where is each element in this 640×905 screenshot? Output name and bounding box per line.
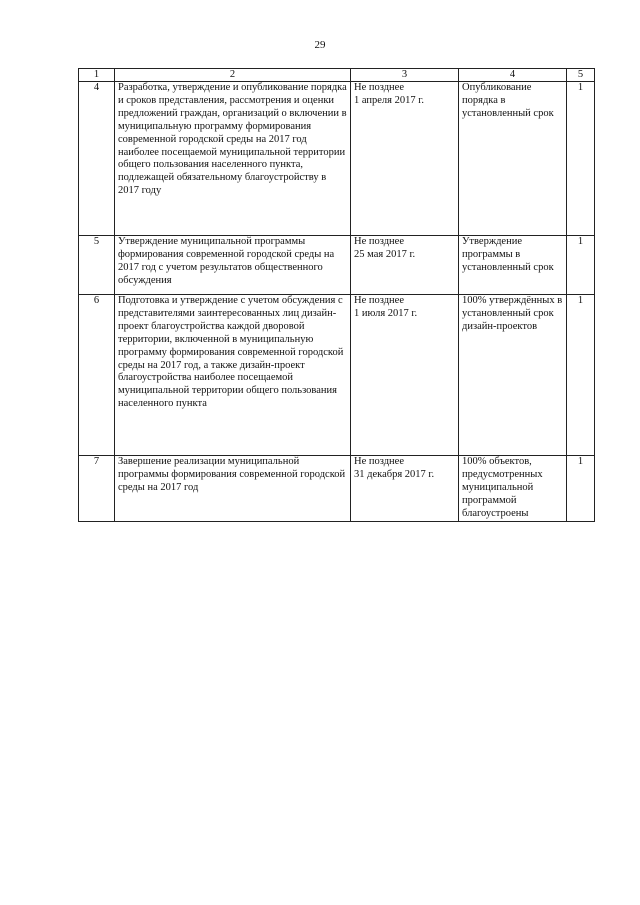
table-header-row bbox=[79, 69, 595, 82]
points-cell: 1 bbox=[567, 236, 595, 295]
table-row bbox=[79, 82, 595, 236]
row-number-cell: 4 bbox=[79, 82, 115, 236]
row-number-cell: 7 bbox=[79, 456, 115, 522]
deadline-cell: Не позднее 1 июля 2017 г. bbox=[351, 295, 459, 456]
indicator-cell: Опубликование порядка в установленный срок bbox=[459, 82, 567, 236]
row-number-cell: 5 bbox=[79, 236, 115, 295]
table-row bbox=[79, 236, 595, 295]
column-header-3: 3 bbox=[351, 69, 459, 82]
deadline-cell: Не позднее 1 апреля 2017 г. bbox=[351, 82, 459, 236]
deadline-cell: Не позднее 31 декабря 2017 г. bbox=[351, 456, 459, 522]
column-header-4: 4 bbox=[459, 69, 567, 82]
table-row bbox=[79, 456, 595, 522]
points-cell: 1 bbox=[567, 295, 595, 456]
column-header-1: 1 bbox=[79, 69, 115, 82]
indicator-cell: 100% объектов, предусмотренных муниципальной программой благоустроены bbox=[459, 456, 567, 522]
row-number-cell: 6 bbox=[79, 295, 115, 456]
measures-table bbox=[78, 68, 595, 522]
column-header-5: 5 bbox=[567, 69, 595, 82]
column-header-2: 2 bbox=[115, 69, 351, 82]
task-cell: Подготовка и утверждение с учетом обсуждения с представителями заинтересованных лиц дизайн-проект благоустройства каждой дворовой территории, включенной в муниципальную программу формирования современной городской среды на 2017 год, а также дизайн-проект благоустройства наиболее посещаемой муниципальной территории общего пользования населенного пункта bbox=[115, 295, 351, 456]
page-number: 29 bbox=[314, 39, 326, 51]
table-row bbox=[79, 295, 595, 456]
task-cell: Разработка, утверждение и опубликование порядка и сроков представления, рассмотрения и оценки предложений граждан, организаций о включении в муниципальную программу формирования современной городской среды на 2017 год наиболее посещаемой муниципальной территории общего пользования населенного пункта, подлежащей обязательному благоустройству в 2017 году bbox=[115, 82, 351, 236]
deadline-cell: Не позднее 25 мая 2017 г. bbox=[351, 236, 459, 295]
task-cell: Утверждение муниципальной программы формирования современной городской среды на 2017 год с учетом результатов общественного обсуждения bbox=[115, 236, 351, 295]
points-cell: 1 bbox=[567, 456, 595, 522]
indicator-cell: 100% утверждённых в установленный срок дизайн-проектов bbox=[459, 295, 567, 456]
task-cell: Завершение реализации муниципальной программы формирования современной городской среды на 2017 год bbox=[115, 456, 351, 522]
points-cell: 1 bbox=[567, 82, 595, 236]
indicator-cell: Утверждение программы в установленный срок bbox=[459, 236, 567, 295]
